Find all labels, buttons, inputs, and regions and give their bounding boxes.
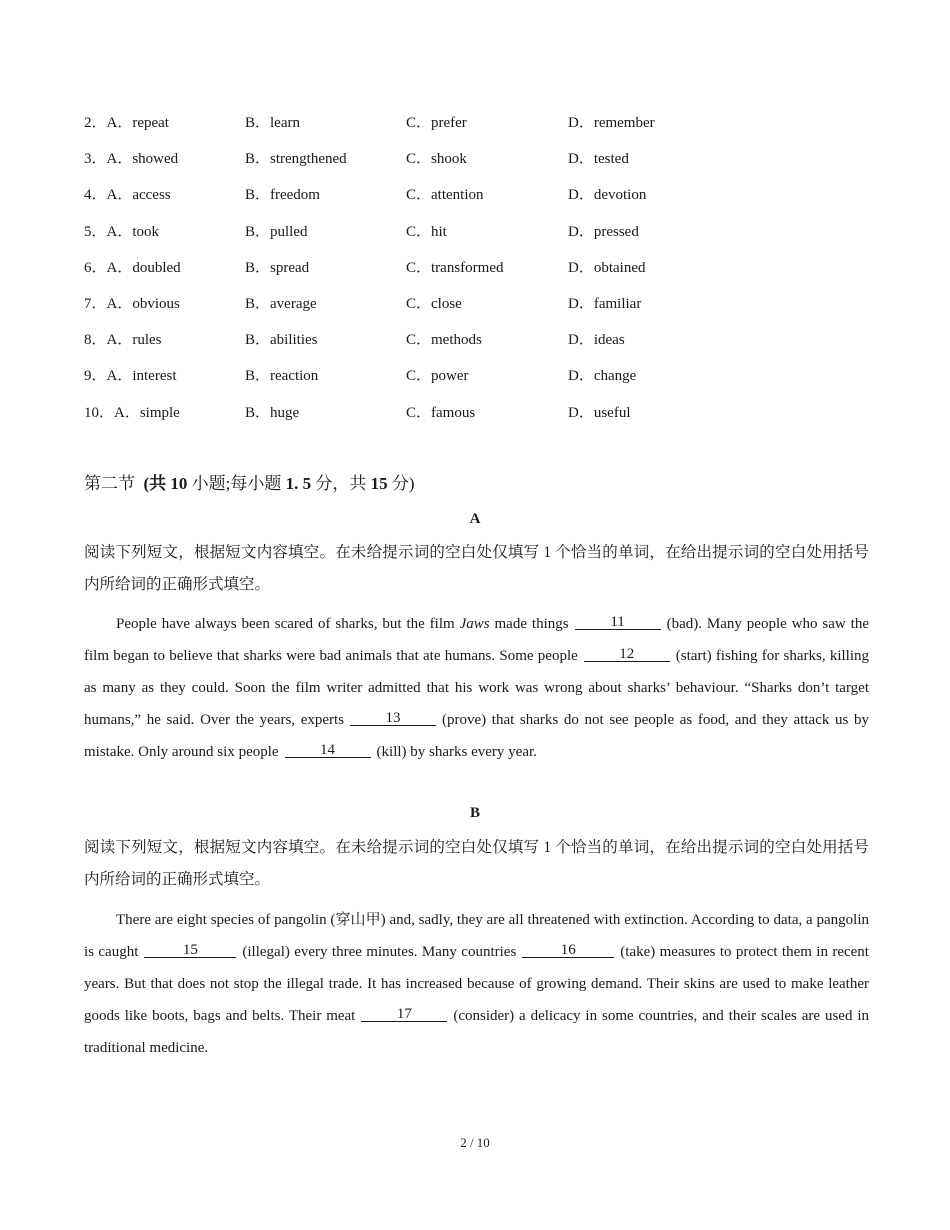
- passage-text: People have always been scared of sharks, but the film: [116, 616, 460, 632]
- option-d: D．obtained: [568, 259, 646, 276]
- page-number: 2 / 10: [460, 1135, 490, 1150]
- passage-text: (illegal) every three minutes. Many countries: [242, 944, 517, 960]
- passage-text: (kill) by sharks every year.: [376, 744, 537, 760]
- option-b: B．spread: [245, 259, 310, 276]
- option-d: D．change: [568, 368, 637, 385]
- passage-text: (bad). Many people who saw the film began to believe that sharks were bad animals that ate humans. Some people: [84, 616, 869, 664]
- part-a-passage: [84, 608, 869, 768]
- part-b-heading: B: [469, 805, 480, 821]
- blank-16: 16: [522, 943, 614, 958]
- section-mid1: 小题;每小题: [191, 474, 282, 493]
- choice-row-3: [84, 148, 884, 184]
- part-b-instruction: 阅读下列短文，根据短文内容填空。在未给提示词的空白处仅填写 1 个恰当的单词，在给出提示词的空白处用括号内所给词的正确形式填空。: [84, 839, 869, 888]
- choice-row-2: [84, 112, 884, 148]
- section-name: 第二节: [84, 474, 135, 493]
- option-a: 10．A．simple: [84, 404, 180, 421]
- blank-17: 17: [361, 1007, 447, 1022]
- choice-row-9: [84, 365, 884, 401]
- option-c: C．methods: [406, 332, 482, 349]
- choice-row-5: [84, 221, 884, 257]
- option-b: B．abilities: [245, 332, 318, 349]
- points-each: 1. 5: [285, 474, 312, 493]
- option-c: C．power: [406, 368, 469, 385]
- option-b: B．average: [245, 295, 317, 312]
- option-a: 9．A．interest: [84, 368, 177, 385]
- option-d: D．remember: [568, 115, 655, 131]
- question-count: 10: [170, 474, 188, 493]
- option-b: B．strengthened: [245, 151, 347, 168]
- option-a: 7．A．obvious: [84, 295, 180, 312]
- option-b: B．pulled: [245, 223, 308, 240]
- passage-text: There are eight species of pangolin (穿山甲) and, sadly, they are all threatened with extinction. According to data, a pangolin is caught: [84, 912, 869, 960]
- passage-text: (consider) a delicacy in some countries, and their scales are used in traditional medicine.: [84, 1008, 869, 1056]
- blank-13: 13: [350, 711, 436, 726]
- option-d: D．familiar: [568, 295, 642, 312]
- points-total: 15: [370, 474, 388, 493]
- blank-14: 14: [285, 743, 371, 758]
- blank-12: 12: [584, 647, 670, 662]
- passage-text: (start) fishing for sharks, killing as many as they could. Soon the film writer admitted that his work was wrong about sharks’ behaviour. “Sharks don’t target humans,” he said. Over the years, experts: [84, 648, 869, 728]
- option-b: B．learn: [245, 115, 300, 131]
- option-c: C．shook: [406, 151, 467, 168]
- option-d: D．useful: [568, 404, 631, 421]
- option-a: 2．A．repeat: [84, 115, 169, 131]
- option-d: D．devotion: [568, 187, 647, 204]
- section-close: 分): [391, 474, 415, 493]
- passage-text: (prove) that sharks do not see people as food, and they attack us by mistake. Only around six people: [84, 712, 869, 760]
- section-mid2: 分，共: [315, 474, 367, 493]
- option-d: D．pressed: [568, 223, 639, 240]
- option-c: C．attention: [406, 187, 484, 204]
- passage-text: (take) measures to protect them in recent years. But that does not stop the illegal trade. It has increased because of growing demand. Their skins are used to make leather goods like boots, bags and belts. Their meat: [84, 944, 869, 1024]
- option-a: 3．A．showed: [84, 151, 179, 168]
- blank-15: 15: [144, 943, 236, 958]
- part-a-instruction: 阅读下列短文，根据短文内容填空。在未给提示词的空白处仅填写 1 个恰当的单词，在给出提示词的空白处用括号内所给词的正确形式填空。: [84, 544, 869, 593]
- option-b: B．reaction: [245, 368, 319, 385]
- option-a: 6．A．doubled: [84, 259, 181, 276]
- choice-list: [84, 112, 884, 438]
- option-c: C．prefer: [406, 115, 467, 131]
- blank-11: 11: [575, 615, 661, 630]
- choice-row-7: [84, 293, 884, 329]
- option-c: C．close: [406, 295, 462, 312]
- choice-row-8: [84, 329, 884, 365]
- option-b: B．huge: [245, 404, 300, 421]
- option-a: 8．A．rules: [84, 332, 162, 349]
- option-d: D．tested: [568, 151, 629, 168]
- choice-row-10: [84, 402, 884, 438]
- option-b: B．freedom: [245, 187, 320, 204]
- option-c: C．hit: [406, 223, 447, 240]
- option-a: 4．A．access: [84, 187, 171, 204]
- choice-row-6: [84, 257, 884, 293]
- choice-row-4: [84, 184, 884, 220]
- part-b-passage: [84, 904, 869, 1064]
- film-title: Jaws: [459, 616, 490, 632]
- option-c: C．transformed: [406, 259, 504, 276]
- option-a: 5．A．took: [84, 223, 160, 240]
- part-a-heading: A: [469, 511, 481, 527]
- section-open: (共: [143, 474, 167, 493]
- option-d: D．ideas: [568, 332, 625, 349]
- option-c: C．famous: [406, 404, 476, 421]
- section-title: [84, 469, 415, 494]
- passage-text: made things: [489, 616, 569, 632]
